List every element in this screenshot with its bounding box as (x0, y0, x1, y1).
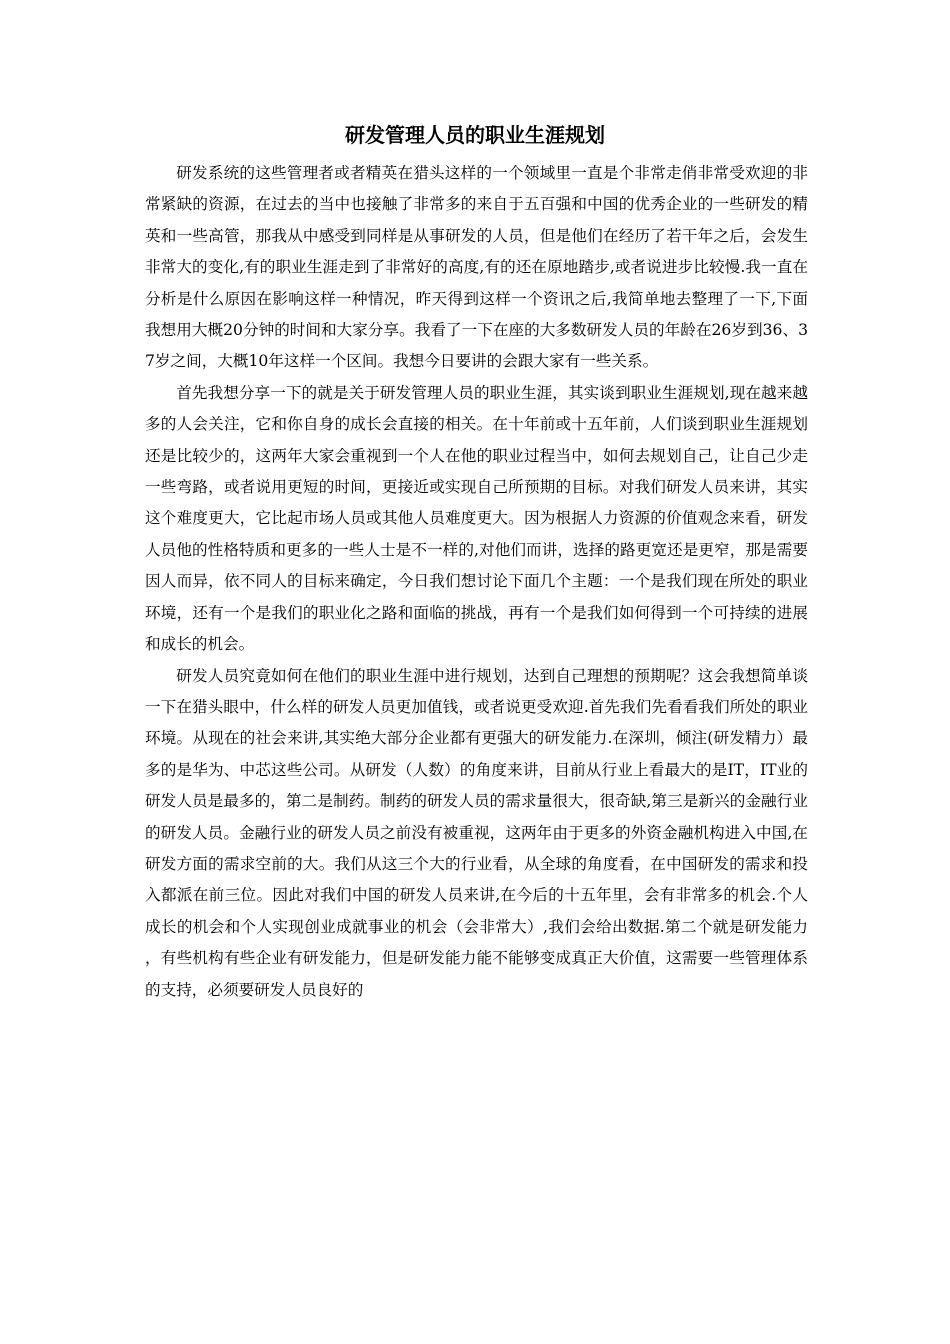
paragraph-1: 研发系统的这些管理者或者精英在猎头这样的一个领域里一直是个非常走俏非常受欢迎的非常紧缺的资源，在过去的当中也接触了非常多的来自于五百强和中国的优秀企业的一些研发的精英和一些高管，那我从中感受到同样是从事研发的人员，但是他们在经历了若干年之后，会发生非常大的变化,有的职业生涯走到了非常好的高度,有的还在原地踏步,或者说进步比较慢.我一直在分析是什么原因在影响这样一种情况，昨天得到这样一个资讯之后,我简单地去整理了一下,下面我想用大概20分钟的时间和大家分享。我看了一下在座的大多数研发人员的年龄在26岁到36、37岁之间，大概10年这样一个区间。我想今日要讲的会跟大家有一些关系。 (145, 164, 808, 371)
paragraph-2: 首先我想分享一下的就是关于研发管理人员的职业生涯，其实谈到职业生涯规划,现在越来越多的人会关注，它和你自身的成长会直接的相关。在十年前或十五年前，人们谈到职业生涯规划还是比较少的，这两年大家会重视到一个人在他的职业过程当中，如何去规划自己，让自己少走一些弯路，或者说用更短的时间，更接近或实现自己所预期的目标。对我们研发人员来讲，其实这个难度更大，它比起市场人员或其他人员难度更大。因为根据人力资源的价值观念来看，研发人员他的性格特质和更多的一些人士是不一样的,对他们而讲，选择的路更宽还是更窄，那是需要因人而异，依不同人的目标来确定，今日我们想讨论下面几个主题：一个是我们现在所处的职业环境，还有一个是我们的职业化之路和面临的挑战，再有一个是我们如何得到一个可持续的进展和成长的机会。 (145, 383, 808, 654)
paragraph-3: 研发人员究竟如何在他们的职业生涯中进行规划，达到自己理想的预期呢？这会我想简单谈一下在猎头眼中，什么样的研发人员更加值钱，或者说更受欢迎.首先我们先看看我们所处的职业环境。从现在的社会来讲,其实绝大部分企业都有更强大的研发能力.在深圳，倾注(研发精力）最多的是华为、中芯这些公司。从研发（人数）的角度来讲，目前从行业上看最大的是IT，IT业的研发人员是最多的，第二是制药。制药的研发人员的需求量很大，很奇缺,第三是新兴的金融行业的研发人员。金融行业的研发人员之前没有被重视，这两年由于更多的外资金融机构进入中国,在研发方面的需求空前的大。我们从这三个大的行业看，从全球的角度看，在中国研发的需求和投入都派在前三位。因此对我们中国的研发人员来讲,在今后的十五年里，会有非常多的机会.个人成长的机会和个人实现创业成就事业的机会（会非常大）,我们会给出数据.第二个就是研发能力，有些机构有些企业有研发能力，但是研发能力能不能够变成真正大价值，这需要一些管理体系的支持，必须要研发人员良好的 (145, 666, 808, 999)
document-title: 研发管理人员的职业生涯规划 (345, 123, 605, 147)
document-body (145, 158, 808, 1006)
